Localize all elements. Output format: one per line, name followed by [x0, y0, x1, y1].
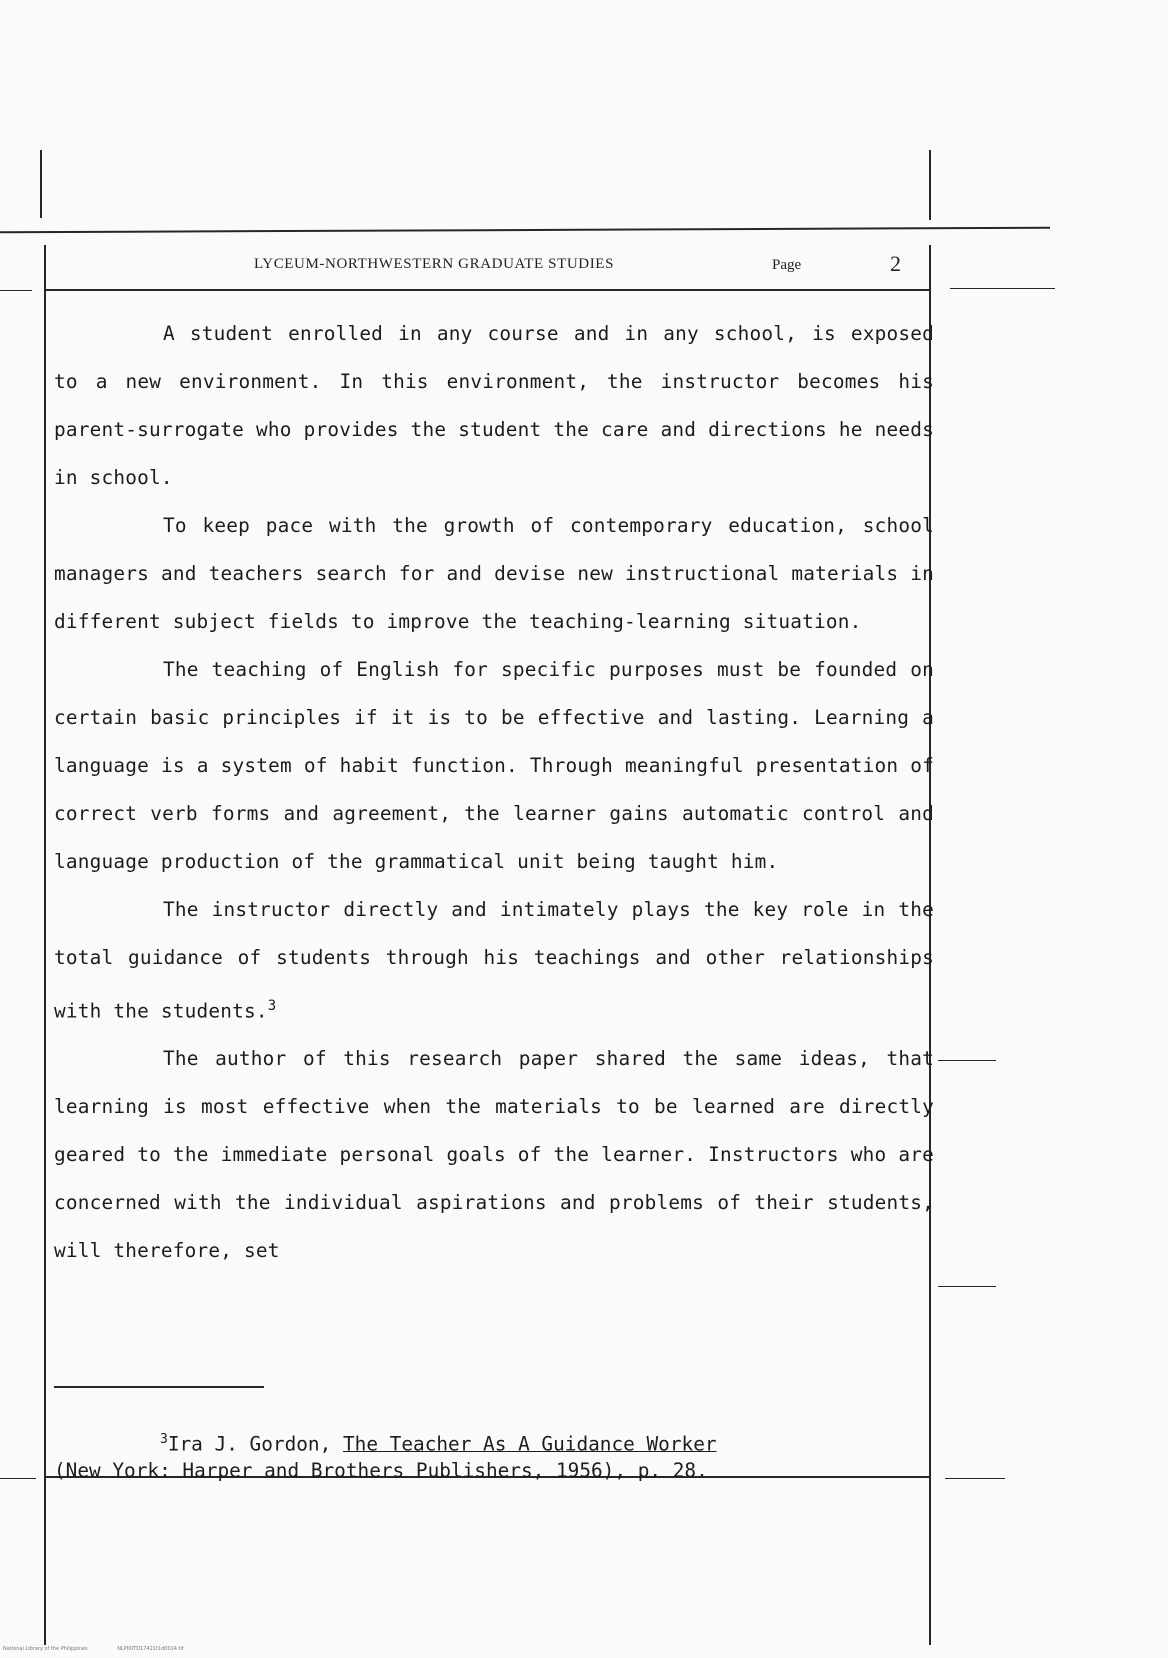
- header-title: LYCEUM-NORTHWESTERN GRADUATE STUDIES: [254, 256, 615, 272]
- scan-caption: [3, 1646, 212, 1652]
- frame-left-rule: [44, 245, 46, 1645]
- margin-mark-right-2: [938, 1060, 996, 1061]
- header-rule: [46, 289, 929, 291]
- footnote-publication: (New York: Harper and Brothers Publishers, 1956), p. 28.: [54, 1459, 708, 1483]
- frame-left-top-tick: [40, 150, 42, 218]
- margin-mark-left-2: [0, 1478, 36, 1479]
- footnote-author: Ira J. Gordon,: [167, 1432, 332, 1456]
- footnote-line-1: [54, 1426, 914, 1457]
- footnote-reference: 3: [267, 998, 277, 1014]
- scan-file-id: NLP00TD17421t1d0014.tif: [117, 1646, 184, 1652]
- footnote: [54, 1426, 914, 1484]
- page-number: 2: [890, 251, 901, 276]
- paragraph-2: To keep pace with the growth of contemporary education, school managers and teachers search for and devise new instructional materials in different subject fields to improve the teaching-learning situation.: [54, 514, 934, 633]
- frame-top-rule: [0, 227, 1050, 234]
- footnote-title: The Teacher As A Guidance Worker: [342, 1432, 717, 1456]
- paragraph-5: The author of this research paper shared the same ideas, that learning is most effective when the materials to be learned are directly geared to the immediate personal goals of the learner. Instructors who are concerned with the individual aspirations and problems of their students, will therefore, set: [54, 1047, 934, 1263]
- paragraph-4-text: The instructor directly and intimately plays the key role in the total guidance of students through his teachings and other relationships with the students.: [54, 898, 934, 1023]
- page-header: [60, 251, 930, 280]
- paragraph-3: The teaching of English for specific purposes must be founded on certain basic principles if it is to be effective and lasting. Learning a language is a system of habit function. Through meaningful presentation of correct verb forms and agreement, the learner gains automatic control and language production of the grammatical unit being taught him.: [54, 658, 934, 873]
- margin-mark-right-1: [950, 288, 1055, 289]
- footnote-number: 3: [160, 1432, 168, 1447]
- margin-mark-left-1: [0, 290, 32, 291]
- margin-mark-right-3: [938, 1286, 996, 1287]
- margin-mark-right-4: [945, 1478, 1005, 1479]
- page-label: Page: [772, 257, 802, 273]
- paragraph-1: A student enrolled in any course and in any school, is exposed to a new environment. In this environment, the instructor becomes his parent-surrogate who provides the student the care and directions he needs in school.: [54, 322, 934, 489]
- paragraph-4: [54, 886, 934, 1035]
- frame-right-top-tick: [929, 150, 931, 220]
- scan-library: National Library of the Philippines: [3, 1646, 88, 1652]
- footnote-separator: [54, 1386, 264, 1388]
- body-text: [54, 310, 934, 1275]
